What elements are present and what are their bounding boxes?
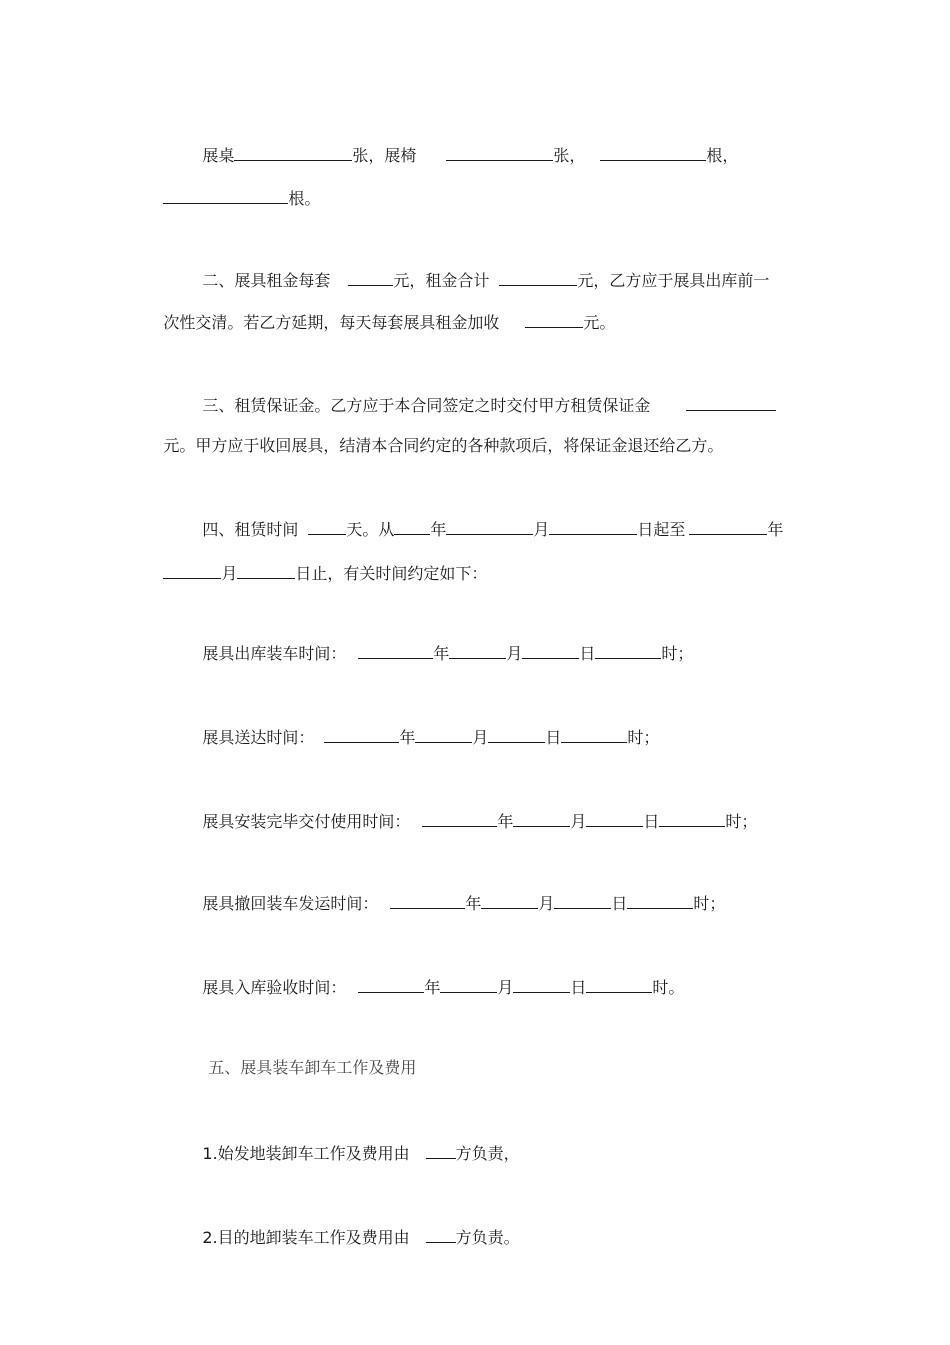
- blank-field[interactable]: [499, 271, 577, 286]
- text-span: 日: [545, 728, 562, 747]
- blank-field[interactable]: [513, 978, 570, 993]
- blank-field[interactable]: [561, 728, 627, 743]
- schedule-delivery: [182, 712, 659, 762]
- text-span: 年: [430, 520, 447, 539]
- text-span: 月: [533, 520, 550, 539]
- text-span: 1.始发地装卸车工作及费用由: [202, 1144, 410, 1163]
- text-span: 年: [433, 644, 450, 663]
- blank-field[interactable]: [449, 644, 506, 659]
- blank-field[interactable]: [446, 146, 553, 161]
- text-span: 四、租赁时间: [202, 520, 299, 539]
- text-span: 日起至: [637, 520, 686, 539]
- blank-field[interactable]: [513, 812, 570, 827]
- text-span: 时。: [652, 978, 685, 997]
- schedule-installation: [182, 796, 757, 846]
- blank-field[interactable]: [324, 728, 399, 743]
- blank-field[interactable]: [659, 812, 725, 827]
- blank-field[interactable]: [686, 396, 776, 411]
- blank-field[interactable]: [348, 271, 393, 286]
- blank-field[interactable]: [358, 978, 424, 993]
- text-span: 张，: [553, 146, 586, 165]
- text-span: 二、展具租金每套: [202, 271, 331, 290]
- blank-field[interactable]: [554, 894, 611, 909]
- blank-field[interactable]: [163, 564, 221, 579]
- blank-field[interactable]: [394, 520, 430, 535]
- text-span: 月: [506, 644, 523, 663]
- text-span: 展具出库装车时间：: [202, 644, 347, 663]
- blank-field[interactable]: [358, 644, 433, 659]
- text-span: 五、展具装车卸车工作及费用: [208, 1058, 417, 1077]
- text-span: 年: [767, 520, 784, 539]
- text-span: 展具送达时间：: [202, 728, 315, 747]
- text-span: 日: [579, 644, 596, 663]
- text-span: 元，租金合计: [393, 271, 490, 290]
- clause-3-deposit-continuation: [143, 422, 723, 470]
- text-span: 年: [424, 978, 441, 997]
- text-span: 时；: [693, 894, 726, 913]
- text-span: 根。: [288, 189, 321, 208]
- text-span: 根，: [706, 146, 739, 165]
- blank-field[interactable]: [689, 520, 767, 535]
- text-span: 展具入库验收时间：: [202, 978, 347, 997]
- clause-5-item-1: [182, 1128, 520, 1178]
- text-span: 元，乙方应于展具出库前一: [577, 271, 770, 290]
- text-span: 日止，有关时间约定如下：: [295, 564, 488, 583]
- text-span: 展桌: [202, 146, 235, 165]
- clause-4-period-continuation: [143, 548, 487, 598]
- blank-field[interactable]: [237, 564, 295, 579]
- text-span: 时；: [661, 644, 694, 663]
- blank-field[interactable]: [163, 189, 288, 204]
- clause-5-heading: [188, 1044, 416, 1092]
- blank-field[interactable]: [488, 728, 545, 743]
- text-span: 年: [465, 894, 482, 913]
- blank-field[interactable]: [446, 520, 533, 535]
- blank-field[interactable]: [549, 520, 637, 535]
- text-span: 元。甲方应于收回展具，结清本合同约定的各种款项后，将保证金退还给乙方。: [163, 436, 724, 455]
- schedule-dismantle-shipping: [182, 878, 725, 928]
- blank-field[interactable]: [234, 146, 352, 161]
- blank-field[interactable]: [422, 812, 497, 827]
- blank-field[interactable]: [440, 978, 497, 993]
- text-span: 月: [570, 812, 587, 831]
- blank-field[interactable]: [586, 812, 643, 827]
- blank-field[interactable]: [595, 644, 661, 659]
- text-span: 展具撤回装车发运时间：: [202, 894, 379, 913]
- text-span: 张，展椅: [352, 146, 417, 165]
- blank-field[interactable]: [426, 1228, 456, 1243]
- text-span: 日: [611, 894, 628, 913]
- text-span: 月: [497, 978, 514, 997]
- clause-4-period: [182, 504, 783, 554]
- schedule-outbound-loading: [182, 628, 693, 678]
- text-span: 次性交清。若乙方延期，每天每套展具租金加收: [163, 313, 500, 332]
- text-span: 时；: [725, 812, 758, 831]
- clause-2-rent-continuation: [143, 297, 615, 347]
- blank-field[interactable]: [390, 894, 465, 909]
- blank-field[interactable]: [308, 520, 346, 535]
- text-span: 方负责，: [455, 1144, 520, 1163]
- text-span: 元。: [583, 313, 616, 332]
- text-span: 方负责。: [455, 1228, 520, 1247]
- blank-field[interactable]: [600, 146, 706, 161]
- text-span: 年: [399, 728, 416, 747]
- text-span: 时；: [627, 728, 660, 747]
- text-span: 月: [472, 728, 489, 747]
- blank-field[interactable]: [481, 894, 538, 909]
- blank-field[interactable]: [586, 978, 652, 993]
- text-span: 日: [643, 812, 660, 831]
- clause-line-continuation: [143, 173, 320, 223]
- blank-field[interactable]: [525, 313, 583, 328]
- blank-field[interactable]: [522, 644, 579, 659]
- blank-field[interactable]: [627, 894, 693, 909]
- text-span: 月: [221, 564, 238, 583]
- text-span: 年: [497, 812, 514, 831]
- blank-field[interactable]: [415, 728, 472, 743]
- clause-5-item-2: [182, 1212, 520, 1262]
- blank-field[interactable]: [426, 1144, 456, 1159]
- text-span: 月: [538, 894, 555, 913]
- text-span: 2.目的地卸装车工作及费用由: [202, 1228, 410, 1247]
- text-span: 天。从: [346, 520, 395, 539]
- text-span: 日: [570, 978, 587, 997]
- text-span: 三、租赁保证金。乙方应于本合同签定之时交付甲方租赁保证金: [202, 396, 651, 415]
- schedule-warehouse-inspection: [182, 962, 684, 1012]
- text-span: 展具安装完毕交付使用时间：: [202, 812, 411, 831]
